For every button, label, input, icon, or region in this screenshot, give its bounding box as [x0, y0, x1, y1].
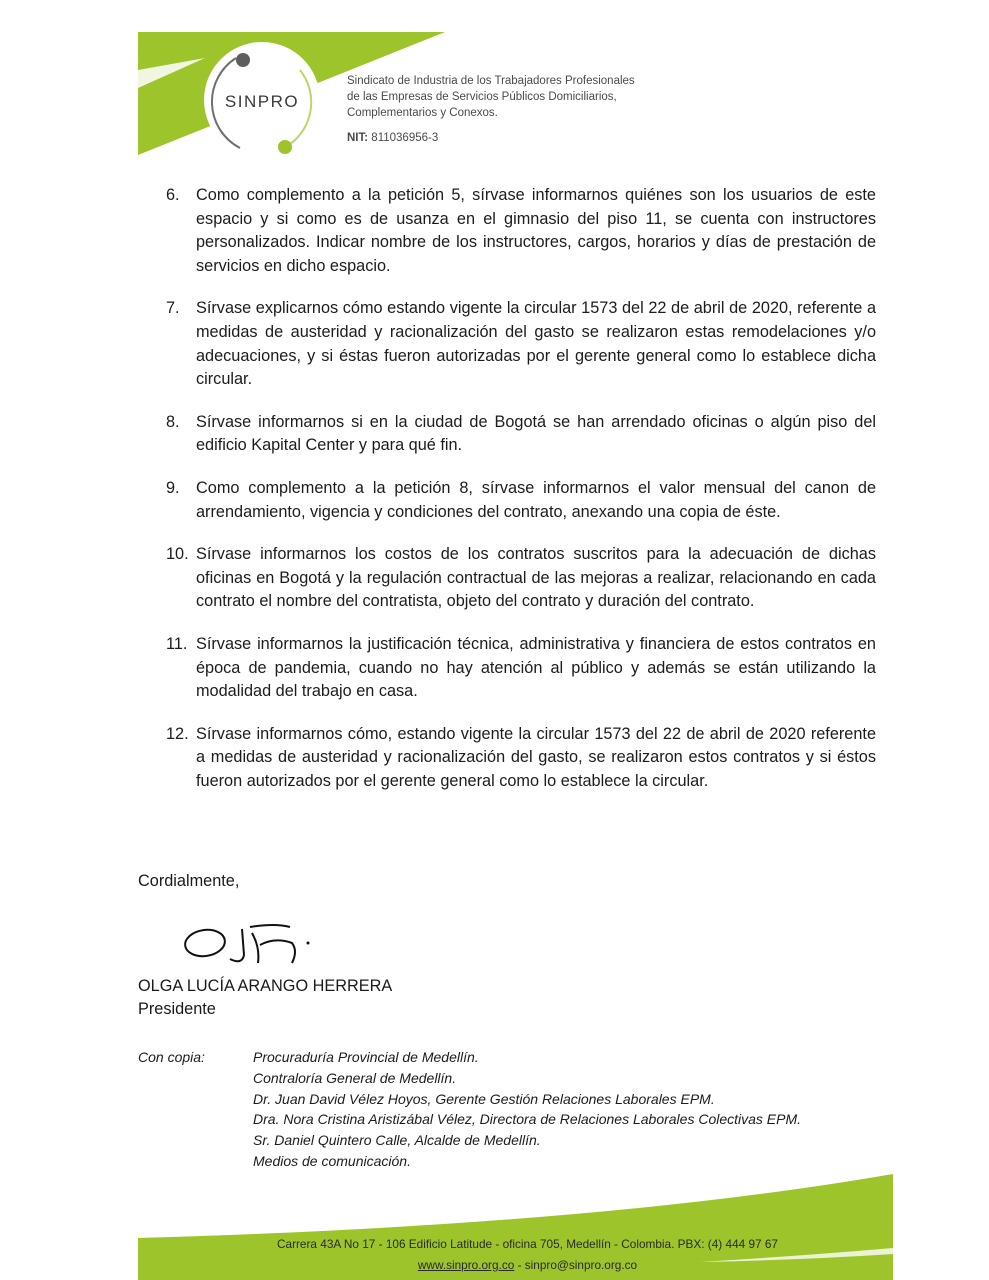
- signer-title: Presidente: [138, 1000, 216, 1018]
- item-number: 9.: [166, 478, 180, 497]
- footer-contact: [0, 1258, 989, 1272]
- cc-recipient: Sr. Daniel Quintero Calle, Alcalde de Medellín.: [253, 1132, 541, 1149]
- item-text: Sírvase informarnos la justificación técnica, administrativa y financiera de estos contratos en época de pandemia, cuando no hay atención al público y además se están utilizando la modalidad del trabajo en casa.: [196, 634, 876, 701]
- item-number: 8.: [166, 412, 180, 431]
- closing: Cordialmente,: [138, 872, 240, 890]
- petition-list: [166, 184, 876, 812]
- cc-recipient: Medios de comunicación.: [253, 1152, 411, 1169]
- org-name: [347, 73, 635, 121]
- item-number: 11.: [166, 634, 188, 653]
- cc-recipient: Dr. Juan David Vélez Hoyos, Gerente Gestión Relaciones Laborales EPM.: [253, 1090, 715, 1107]
- org-name-line: Sindicato de Industria de los Trabajadores Profesionales: [347, 75, 635, 87]
- cc-recipient: Procuraduría Provincial de Medellín.: [253, 1049, 479, 1065]
- logo-dot-gray: [236, 53, 250, 67]
- item-number: 7.: [166, 299, 180, 318]
- cc-recipient: Contraloría General de Medellín.: [253, 1069, 457, 1086]
- item-number: 10.: [166, 545, 189, 564]
- item-text: Sírvase informarnos los costos de los contratos suscritos para la adecuación de dichas oficinas en Bogotá y la regulación contractual de las mejoras a realizar, relacionando en cada contrato el nombre del contratista, objeto del contrato y duración del contrato.: [196, 545, 876, 611]
- signer-name: OLGA LUCÍA ARANGO HERRERA: [138, 977, 393, 995]
- letter-footer: [0, 1170, 989, 1280]
- item-text: Sírvase informarnos si en la ciudad de Bogotá se han arrendado oficinas o algún piso del edificio Kapital Center y para qué fin.: [196, 412, 876, 455]
- cc-recipients: [253, 1047, 801, 1172]
- list-item: [166, 411, 876, 458]
- item-text: Sírvase informarnos cómo, estando vigente la circular 1573 del 22 de abril de 2020 referente a medidas de austeridad y racionalización del gasto, se realizaron estos contratos y si éstos fueron autorizados por el gerente general como lo establece la circular.: [196, 724, 876, 790]
- letterhead: [0, 0, 989, 170]
- logo-dot-green: [278, 140, 292, 154]
- nit: [347, 132, 438, 144]
- org-name-line: de las Empresas de Servicios Públicos Domiciliarios,: [347, 91, 617, 103]
- website-link[interactable]: www.sinpro.org.co: [417, 1258, 515, 1272]
- list-item: [166, 723, 876, 794]
- contact-separator: -: [514, 1258, 525, 1272]
- cc-recipient: Dra. Nora Cristina Aristizábal Vélez, Directora de Relaciones Laborales Colectivas EPM.: [253, 1111, 802, 1128]
- item-text: Como complemento a la petición 5, sírvase informarnos quiénes son los usuarios de este espacio y si como es de usanza en el gimnasio del piso 11, se cuenta con instructores personalizados. Indicar nombre de los instructores, cargos, horarios y días de prestación de servicios en dicho espacio.: [196, 186, 876, 275]
- item-number: 12.: [166, 724, 189, 743]
- nit-label: NIT:: [347, 132, 369, 144]
- item-number: 6.: [166, 186, 180, 204]
- item-text: Sírvase explicarnos cómo estando vigente la circular 1573 del 22 de abril de 2020, referente a medidas de austeridad y racionalización del gasto se realizaron estas remodelaciones y/o adecuaciones, y si éstas fueron autorizadas por el gerente general como lo establece dicha circular.: [196, 299, 876, 389]
- list-item: [166, 633, 876, 704]
- list-item: [166, 184, 876, 278]
- cc-label: Con copia:: [138, 1049, 205, 1065]
- email-address[interactable]: sinpro@sinpro.org.co: [524, 1258, 638, 1272]
- logo-text: SINPRO: [224, 92, 300, 111]
- nit-value: 811036956-3: [371, 132, 439, 144]
- org-name-line: Complementarios y Conexos.: [347, 107, 498, 119]
- item-text: Como complemento a la petición 8, sírvase informarnos el valor mensual del canon de arrendamiento, vigencia y condiciones del contrato, anexando una copia de éste.: [196, 478, 876, 521]
- signature: [180, 915, 330, 975]
- footer-address: Carrera 43A No 17 - 106 Edificio Latitude - oficina 705, Medellín - Colombia. PBX: (4) 444 97 67: [277, 1237, 778, 1251]
- list-item: [166, 477, 876, 524]
- list-item: [166, 297, 876, 391]
- list-item: [166, 543, 876, 614]
